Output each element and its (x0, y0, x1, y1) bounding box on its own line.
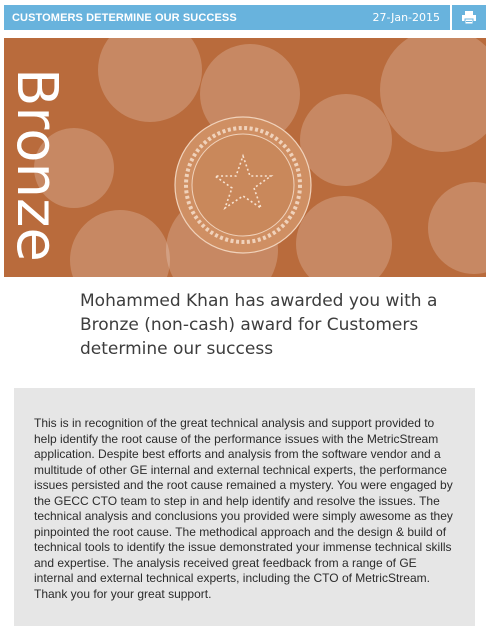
header-bar (4, 5, 486, 30)
award-value-title: CUSTOMERS DETERMINE OUR SUCCESS (12, 11, 237, 24)
print-icon (462, 11, 476, 24)
print-button[interactable] (450, 5, 486, 30)
recognition-message-box (14, 388, 475, 626)
award-level-label: Bronze (4, 68, 69, 262)
award-date: 27-Jan-2015 (372, 11, 440, 24)
award-headline: Mohammed Khan has awarded you with a Bronze (non-cash) award for Customers determine our success (80, 291, 438, 359)
recognition-message: This is in recognition of the great technical analysis and support provided to help identify the root cause of the performance issues with the MetricStream application. Despite best efforts and analysis from the software vendor and a multitude of other GE internal and external technical experts, the performance issues persisted and the root cause remained a mystery. You were engaged by the GECC CTO team to step in and help identify and resolve the issues. The technical analysis and conclusions you provided were simply awesome as they pinpointed the root cause. The methodical approach and the design & build of technical tools to identify the issue demonstrated your immense technical skills and expertise. The analysis received great feedback from a range of GE internal and external technical experts, including the CTO of MetricStream. Thank you for your great support. (34, 416, 453, 601)
banner-art (4, 38, 486, 277)
star-medallion-icon (175, 117, 311, 253)
award-banner (4, 38, 486, 277)
